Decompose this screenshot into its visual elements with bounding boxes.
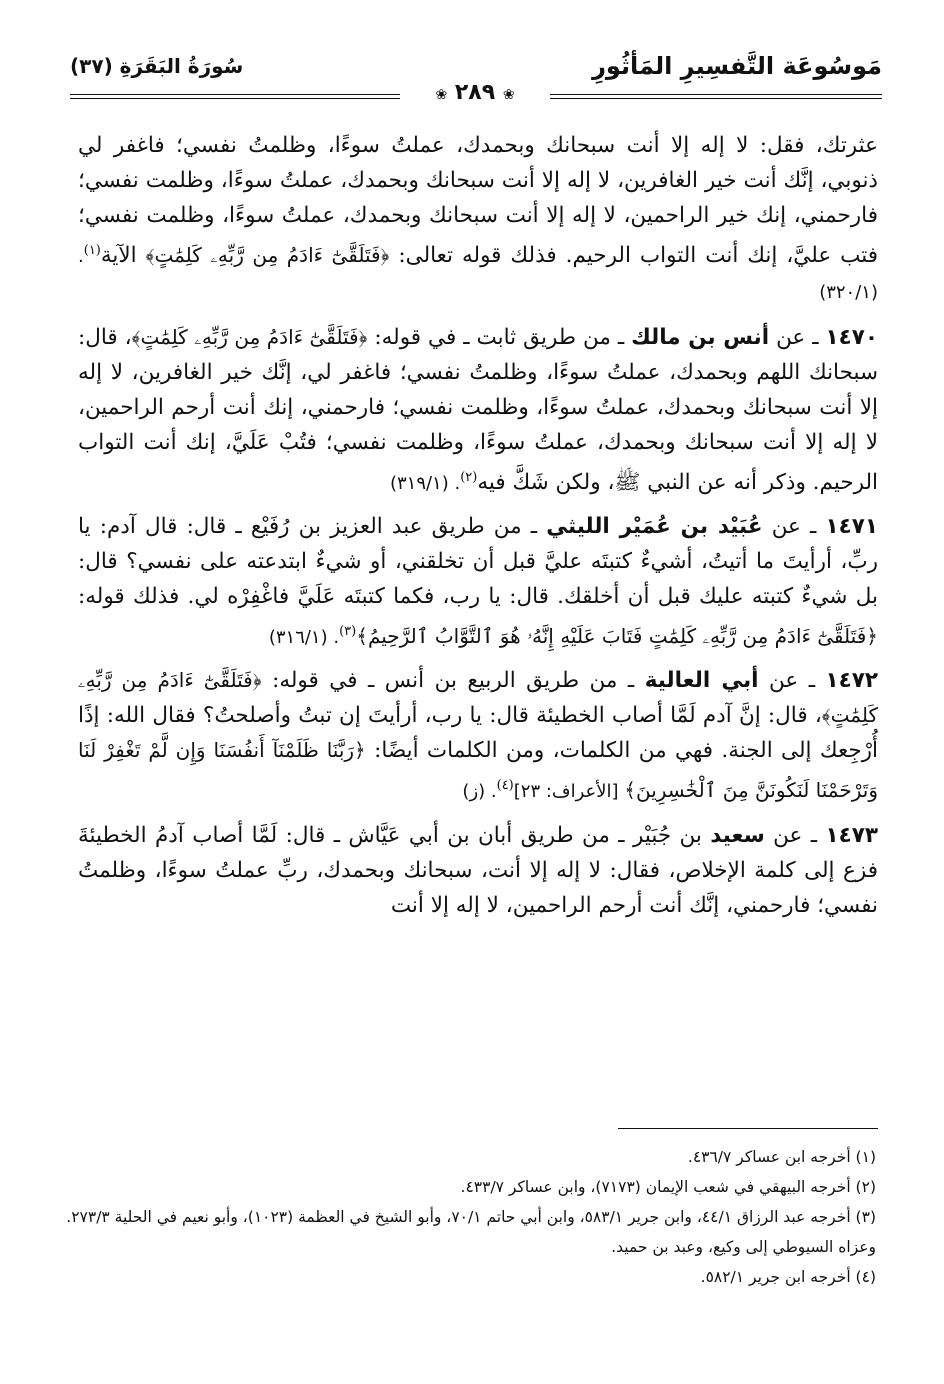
paragraph-text: ـ عن (758, 668, 826, 694)
footnotes (66, 1142, 876, 1292)
volume-reference: . (٣٢٠/١) (78, 246, 878, 304)
narration-1472 (78, 663, 878, 809)
narration-number: ١٤٧٠ (825, 325, 879, 351)
paragraph-text: ، قال: إنَّ آدم لَمَّا أصاب الخطيئة قال: يا رب، أرأيتَ إن تبتُ وأصلحتُ؟ فقال الله: إذًا أُرْجِعك إلى الجنة. فهي من الكلمات، ومن الكلمات أيضًا: (78, 703, 879, 764)
volume-reference: . (٣١٩/١) (389, 473, 461, 495)
narration-number: ١٤٧١ (825, 514, 879, 540)
footnote-marker[interactable]: (٣) (339, 624, 357, 640)
footnote-3: (٣) أخرجه عبد الرزاق ٤٤/١، وابن جرير ٥٨٣/١، وابن أبي حاتم ٧٠/١، وأبو الشيخ في العظمة (١٠٢٣)، وأبو نعيم في الحلية ٢٧٣/٣. وعزاه السيوطي إلى وكيع، وعبد بن حميد. (66, 1208, 876, 1256)
paragraph-text: ـ عن (764, 822, 826, 848)
surah-label: سُورَةُ البَقَرَةِ (٣٧) (70, 54, 244, 78)
paragraph-text: الآية (100, 243, 146, 269)
footnote-1: (١) أخرجه ابن عساكر ٤٣٦/٧. (687, 1148, 876, 1166)
volume-reference: . (ز) (462, 781, 497, 803)
quran-verse: ﴿فَتَلَقَّىٰٓ ءَادَمُ مِن رَّبِّهِۦ كَلِمَٰتٍ﴾ (78, 668, 878, 728)
footnote-2: (٢) أخرجه البيهقي في شعب الإيمان (٧١٧٣)، وابن عساكر ٤٣٣/٧. (460, 1178, 876, 1196)
page-number-text: ٢٨٩ (454, 80, 496, 105)
paragraph-continuation (78, 128, 878, 310)
paragraph-text: عثرتك، فقل: لا إله إلا أنت سبحانك وبحمدك، عملتُ سوءًا، وظلمتُ نفسي؛ فاغفر لي ذنوبي، إنَّك أنت خير الغافرين، لا إله إلا أنت سبحانك وبحمدك، عملتُ سوءًا، وظلمت نفسي؛ فارحمني، إنك خير الراحمين، لا إله إلا أنت سبحانك وبحمدك، عملتُ سوءًا، وظلمت نفسي؛ فتب عليَّ، إنك أنت التواب الرحيم. فذلك قوله تعالى: (78, 133, 879, 269)
footnote-marker[interactable]: (٢) (460, 470, 478, 486)
footnote-4: (٤) أخرجه ابن جرير ٥٨٢/١. (700, 1268, 876, 1286)
narration-1471 (78, 509, 878, 655)
surah-citation: [الأعراف: ٢٣] (513, 781, 625, 803)
paragraph-text: ـ من طريق عبد العزيز بن رُفَيْع ـ قال: قال آدم: يا ربِّ، أرأيتَ ما أتيتُ، أشيءٌ كتبتَه عليَّ قبل أن تخلقني، أو شيءٌ ابتدعته على نفسي؟ قال: بل شيءٌ كتبته عليك قبل أن أخلقك. قال: يا رب، فكما كتبتَه عَلَيَّ فاغْفِرْه لي. فذلك قوله: (78, 514, 878, 610)
quran-verse: ﴿رَبَّنَا ظَلَمْنَآ أَنفُسَنَا وَإِن لَّمْ تَغْفِرْ لَنَا وَتَرْحَمْنَا لَنَكُونَنَّ مِنَ ٱلْخَٰسِرِينَ﴾ (78, 738, 878, 803)
narrator-name: أبي العالية (644, 668, 759, 694)
quran-verse: ﴿فَتَلَقَّىٰٓ ءَادَمُ مِن رَّبِّهِۦ كَلِمَٰتٍ﴾ (145, 243, 390, 268)
quran-verse: ﴿فَتَلَقَّىٰٓ ءَادَمُ مِن رَّبِّهِۦ كَلِمَٰتٍ فَتَابَ عَلَيْهِ إِنَّهُۥ هُوَ ٱلتَّوَّابُ ٱلرَّحِيمُ﴾ (356, 624, 878, 649)
narrator-name: عُبَيْد بن عُمَيْر الليثي (546, 514, 763, 540)
paragraph-text: ، قال: سبحانك اللهم وبحمدك، عملتُ سوءًا، وظلمتُ نفسي؛ فاغفر لي، إنَّك خير الغافرين، لا إله إلا أنت سبحانك وبحمدك، عملتُ سوءًا، وظلمت نفسي؛ فارحمني، إنك أنت أرحم الراحمين، لا إله إلا أنت سبحانك وبحمدك، عملتُ سوءًا، وظلمت نفسي؛ فتُبْ عَلَيَّ، إنك أنت التواب الرحيم. وذكر أنه عن النبي ﷺ، ولكن شَكَّ فيه (78, 325, 878, 496)
paragraph-text: ـ عن (769, 325, 826, 351)
page-header (70, 50, 882, 105)
narration-number: ١٤٧٣ (825, 822, 878, 848)
quran-verse: ﴿فَتَلَقَّىٰٓ ءَادَمُ مِن رَّبِّهِۦ كَلِمَٰتٍ﴾ (131, 325, 368, 350)
paragraph-text: ـ عن (762, 514, 826, 540)
narrator-name: أنس بن مالك (631, 325, 770, 351)
ornament-icon: ❀ (502, 87, 515, 103)
narration-1473 (78, 818, 878, 923)
ornament-icon: ❀ (435, 87, 448, 103)
paragraph-text: بن جُبَيْر ـ من طريق أبان بن أبي عَيَّاش ـ قال: لَمَّا أصاب آدمُ الخطيئةَ فزع إلى كلمة الإخلاص، فقال: لا إله إلا أنت، سبحانك وبحمدك، ربِّ عملتُ سوءًا، وظلمتُ نفسي؛ فارحمني، إنَّك أنت أرحم الراحمين، لا إله إلا أنت (78, 822, 878, 918)
main-text (78, 128, 878, 931)
volume-reference: . (٣١٦/١) (268, 627, 340, 649)
footnote-separator (618, 1128, 878, 1129)
paragraph-text: ـ من طريق ثابت ـ في قوله: (367, 325, 632, 351)
paragraph-text: ـ من طريق الربيع بن أنس ـ في قوله: (261, 668, 645, 694)
narration-1470 (78, 320, 878, 501)
footnote-marker[interactable]: (٤) (496, 778, 514, 794)
narration-number: ١٤٧٢ (825, 668, 878, 694)
footnote-marker[interactable]: (١) (83, 243, 101, 258)
page-number (400, 78, 550, 108)
narrator-name: سعيد (710, 822, 765, 848)
book-title: مَوسُوعَة التَّفسِيرِ المَأثُورِ (592, 52, 882, 80)
